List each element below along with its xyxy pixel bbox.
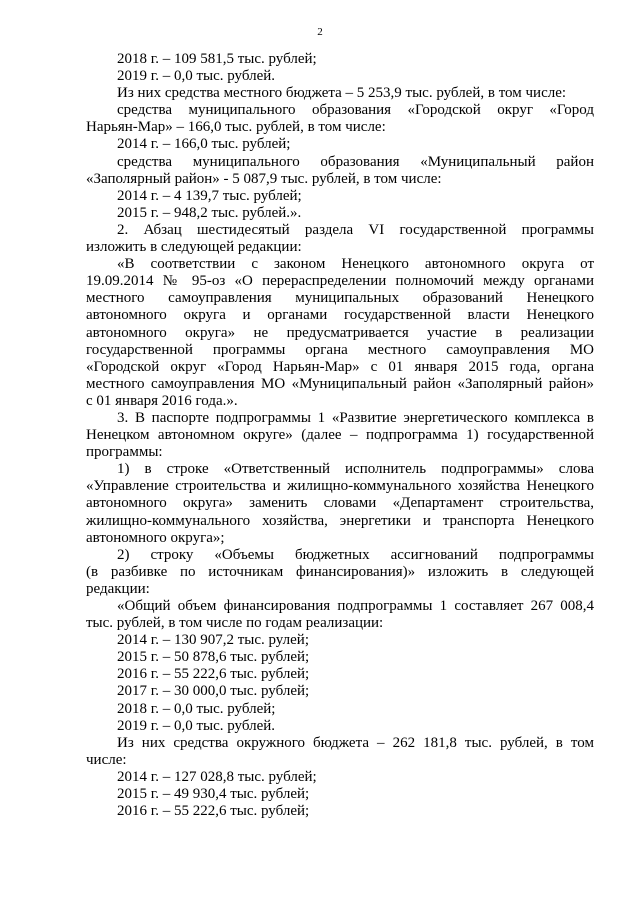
text-line: 19.09.2014 № 95-оз «О перераспределении полномочий между органами — [86, 273, 594, 290]
text-line: 2015 г. – 49 930,4 тыс. рублей; — [117, 786, 310, 803]
page-number: 2 — [317, 26, 323, 38]
text-line: 2015 г. – 50 878,6 тыс. рублей; — [117, 649, 310, 666]
text-line: 2019 г. – 0,0 тыс. рублей. — [117, 717, 276, 734]
text-line: 3. В паспорте подпрограммы 1 «Развитие энергетического комплекса в — [117, 409, 594, 426]
text-line: 2) строку «Объемы бюджетных ассигнований подпрограммы — [117, 546, 594, 563]
text-line: «Городской округ «Город Нарьян-Мар» с 01 января 2015 года, органа — [86, 358, 594, 375]
text-line: «Общий объем финансирования подпрограммы 1 составляет 267 008,4 — [117, 598, 594, 614]
text-line: редакции: — [86, 580, 150, 597]
text-line: Нарьян-Мар» – 166,0 тыс. рублей, в том числе: — [86, 119, 386, 136]
text-line: средства муниципального образования «Городской округ «Город — [117, 102, 594, 119]
text-line: Ненецком автономном округе» (далее – подпрограмма 1) государственной — [86, 427, 594, 444]
text-line: программы: — [86, 444, 163, 461]
text-line: (в разбивке по источникам финансирования)» изложить в следующей — [86, 563, 594, 580]
text-line: изложить в следующей редакции: — [86, 239, 302, 256]
text-line: 2018 г. – 0,0 тыс. рублей; — [117, 700, 276, 717]
text-line: государственной программы органа местного самоуправления МО — [86, 341, 594, 358]
text-line: автономного округа»; — [86, 529, 225, 546]
text-line: средства муниципального образования «Муниципальный район — [117, 153, 594, 170]
text-line: с 01 января 2016 года.». — [86, 392, 238, 409]
text-line: 2014 г. – 4 139,7 тыс. рублей; — [117, 187, 302, 204]
text-line: жилищно-коммунального хозяйства, энергетики и транспорта Ненецкого — [86, 512, 594, 529]
text-line: 2017 г. – 30 000,0 тыс. рублей; — [117, 683, 310, 700]
text-line: «В соответствии с законом Ненецкого автономного округа от — [117, 256, 594, 273]
text-line: местного самоуправления муниципальных образований Ненецкого — [86, 290, 594, 307]
text-line: 1) в строке «Ответственный исполнитель подпрограммы» слова — [117, 461, 594, 478]
text-line: 2015 г. – 948,2 тыс. рублей.». — [117, 204, 302, 221]
text-line: 2019 г. – 0,0 тыс. рублей. — [117, 68, 276, 85]
text-line: местного самоуправления МО «Муниципальный район «Заполярный район» — [86, 375, 594, 392]
text-line: 2016 г. – 55 222,6 тыс. рублей; — [117, 666, 310, 683]
text-line: автономного округа и органами государственной власти Ненецкого — [86, 307, 594, 324]
text-line: тыс. рублей, в том числе по годам реализации: — [86, 615, 384, 632]
document-body — [86, 51, 594, 820]
text-line: 2014 г. – 130 907,2 тыс. рулей; — [117, 632, 309, 649]
text-line: 2. Абзац шестидесятый раздела VI государственной программы — [117, 221, 594, 238]
text-line: 2016 г. – 55 222,6 тыс. рублей; — [117, 803, 310, 820]
text-line: автономного округа» не предусматривается участие в реализации — [86, 324, 594, 341]
text-line: Из них средства окружного бюджета – 262 181,8 тыс. рублей, в том — [117, 734, 594, 751]
text-line: числе: — [86, 751, 127, 768]
text-line: «Заполярный район» - 5 087,9 тыс. рублей, в том числе: — [86, 170, 442, 187]
text-line: Из них средства местного бюджета – 5 253,9 тыс. рублей, в том числе: — [117, 85, 567, 102]
text-line: 2014 г. – 166,0 тыс. рублей; — [117, 136, 291, 153]
text-line: 2014 г. – 127 028,8 тыс. рублей; — [117, 768, 317, 785]
text-line: 2018 г. – 109 581,5 тыс. рублей; — [117, 51, 317, 67]
text-line: автономного округа» заменить словами «Департамент строительства, — [86, 495, 594, 512]
text-line: «Управление строительства и жилищно-коммунального хозяйства Ненецкого — [86, 478, 594, 495]
